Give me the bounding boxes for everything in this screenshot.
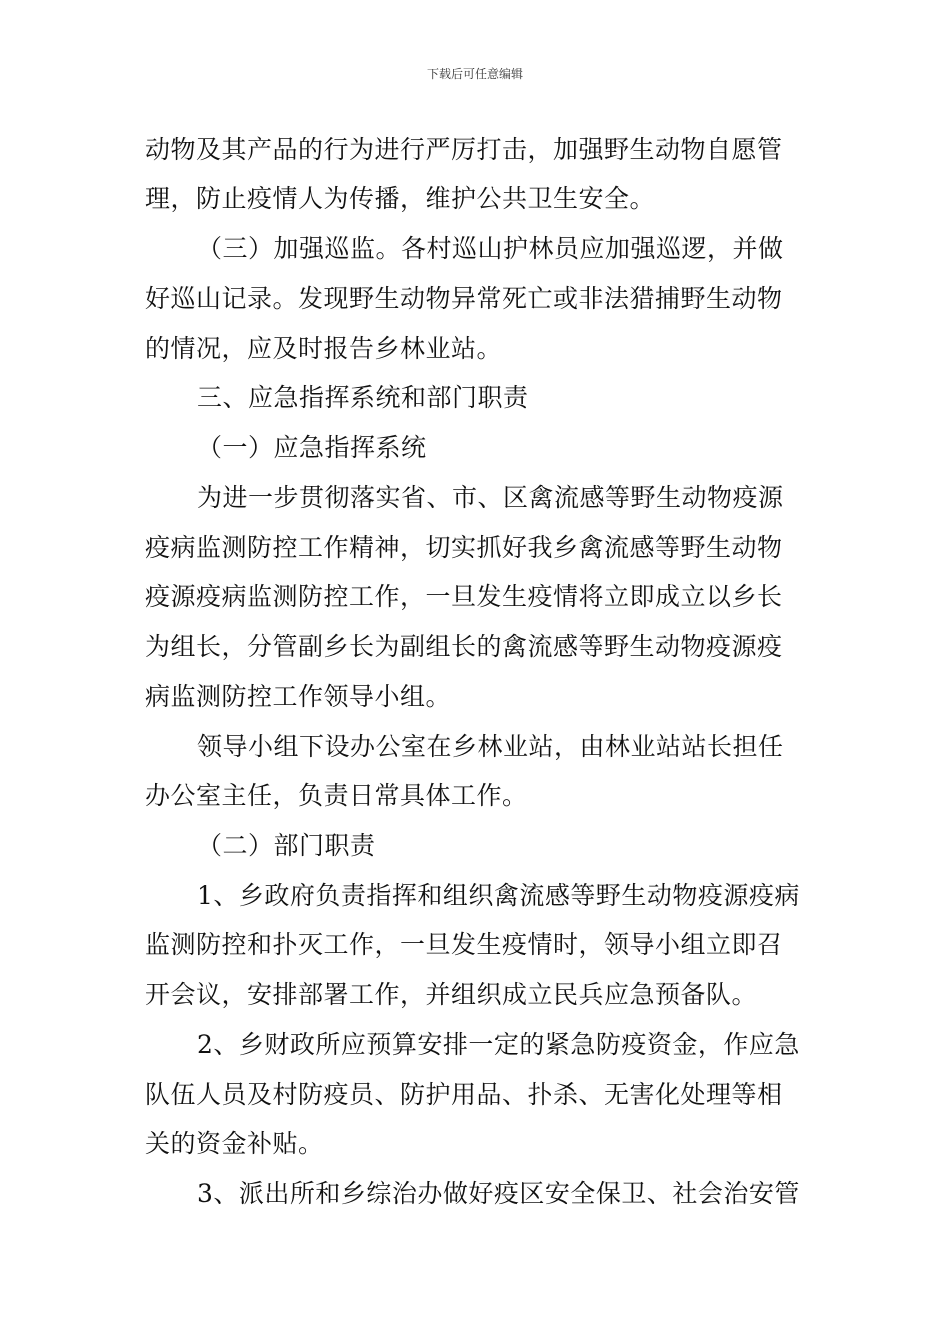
paragraph-line: 开会议，安排部署工作，并组织成立民兵应急预备队。 (145, 980, 758, 1009)
paragraph-line: 3、派出所和乡综治办做好疫区安全保卫、社会治安管 (197, 1179, 800, 1208)
page-header-note: 下载后可任意编辑 (426, 67, 523, 81)
paragraph-line: 病监测防控工作领导小组。 (145, 682, 452, 711)
paragraph-line: 1、乡政府负责指挥和组织禽流感等野生动物疫源疫病 (197, 881, 800, 910)
paragraph-line: 理，防止疫情人为传播，维护公共卫生安全。 (145, 184, 656, 213)
paragraph-line: （三）加强巡监。各村巡山护林员应加强巡逻，并做 (197, 234, 784, 263)
paragraph-line: 办公室主任，负责日常具体工作。 (145, 781, 528, 810)
section-heading: 三、应急指挥系统和部门职责 (197, 383, 529, 412)
paragraph-line: 为组长，分管副乡长为副组长的禽流感等野生动物疫源疫 (145, 632, 783, 661)
paragraph-line: 疫病监测防控工作精神，切实抓好我乡禽流感等野生动物 (145, 533, 783, 562)
paragraph-line: 关的资金补贴。 (145, 1129, 324, 1158)
paragraph-line: 领导小组下设办公室在乡林业站，由林业站站长担任 (197, 732, 784, 761)
paragraph-line: 队伍人员及村防疫员、防护用品、扑杀、无害化处理等相 (145, 1080, 783, 1109)
paragraph-line: 疫源疫病监测防控工作，一旦发生疫情将立即成立以乡长 (145, 582, 783, 611)
paragraph-line: 为进一步贯彻落实省、市、区禽流感等野生动物疫源 (197, 483, 784, 512)
paragraph-line: 好巡山记录。发现野生动物异常死亡或非法猎捕野生动物 (145, 284, 783, 313)
paragraph-line: 的情况，应及时报告乡林业站。 (145, 334, 503, 363)
paragraph-line: 2、乡财政所应预算安排一定的紧急防疫资金，作应急 (197, 1030, 800, 1059)
paragraph-line: 监测防控和扑灭工作，一旦发生疫情时，领导小组立即召 (145, 930, 783, 959)
subsection-heading: （二）部门职责 (197, 831, 376, 860)
subsection-heading: （一）应急指挥系统 (197, 433, 427, 462)
paragraph-line: 动物及其产品的行为进行严厉打击，加强野生动物自愿管 (145, 135, 783, 164)
